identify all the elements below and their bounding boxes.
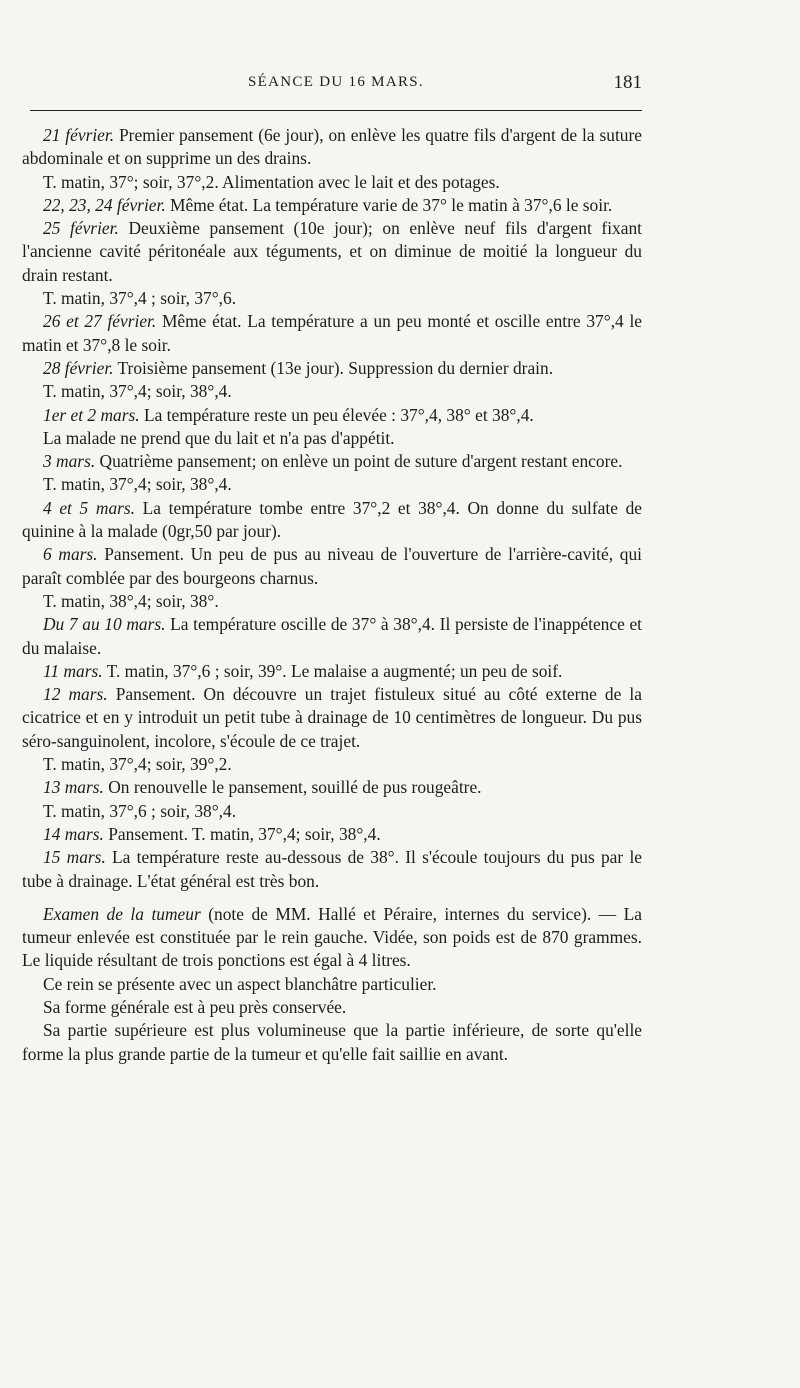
paragraph-text: (note de MM. Hallé et Péraire, internes du service). — La tumeur enlevée est constituée par le rein gauche. Vidée, son poids est de 870 grammes. Le liquide résultant de trois ponctions est égal à 4 litres.	[22, 903, 642, 971]
paragraph	[22, 753, 642, 776]
paragraph	[22, 310, 642, 357]
paragraph-text: On renouvelle le pansement, souillé de pus rougeâtre.	[103, 777, 482, 798]
paragraph-text: Même état. La température varie de 37° le matin à 37°,6 le soir.	[165, 194, 613, 215]
paragraph	[22, 450, 642, 473]
paragraph-lead: 12 mars.	[43, 684, 108, 705]
paragraph-text: La malade ne prend que du lait et n'a pas d'appétit.	[43, 427, 395, 448]
paragraph-text: La température tombe entre 37°,2 et 38°,4. On donne du sulfate de quinine à la malade (0gr,50 par jour).	[22, 497, 642, 542]
paragraph-lead: 25 février.	[43, 218, 119, 239]
paragraph-lead: 22, 23, 24 février.	[43, 194, 166, 215]
paragraph	[22, 660, 642, 683]
paragraph-text: Ce rein se présente avec un aspect blanchâtre particulier.	[43, 973, 437, 994]
paragraph	[22, 171, 642, 194]
paragraph-text: La température reste un peu élevée : 37°,4, 38° et 38°,4.	[139, 404, 534, 425]
paragraph	[22, 194, 642, 217]
paragraph-text: Deuxième pansement (10e jour); on enlève neuf fils d'argent fixant l'ancienne cavité péritonéale aux téguments, et on diminue de moitié la longueur du drain restant.	[22, 218, 642, 285]
paragraph-lead: 28 février.	[43, 357, 114, 378]
paragraph-text: T. matin, 37°,4; soir, 38°,4.	[43, 474, 232, 495]
paragraph	[22, 357, 642, 380]
paragraph-lead: 14 mars.	[43, 823, 104, 844]
paragraph	[22, 543, 642, 590]
paragraph-lead: 11 mars.	[43, 660, 103, 681]
paragraph-lead: Examen de la tumeur	[43, 903, 201, 924]
paragraph	[22, 800, 642, 823]
paragraph	[22, 380, 642, 403]
paragraph-text: T. matin, 37°,6 ; soir, 38°,4.	[43, 800, 237, 821]
paragraph-lead: 1er et 2 mars.	[43, 404, 140, 425]
paragraph	[22, 903, 642, 973]
paragraph	[22, 473, 642, 496]
paragraph-text: Premier pansement (6e jour), on enlève les quatre fils d'argent de la suture abdominale et on supprime un des drains.	[22, 125, 642, 169]
paragraph-text: Pansement. On découvre un trajet fistuleux situé au côté externe de la cicatrice et en y introduit un petit tube à drainage de 10 centimètres de longueur. Du pus séro-sanguinolent, incolore, s'écoule de ce trajet.	[22, 684, 642, 751]
page-number: 181	[613, 72, 642, 93]
paragraph	[22, 973, 642, 996]
paragraph-lead: 26 et 27 février.	[43, 311, 157, 332]
paragraph-text: T. matin, 37°; soir, 37°,2. Alimentation avec le lait et des potages.	[43, 171, 500, 192]
paragraph	[22, 846, 642, 893]
paragraph-text: La température reste au-dessous de 38°. Il s'écoule toujours du pus par le tube à drainage. L'état général est très bon.	[22, 847, 642, 891]
paragraph-lead: 15 mars.	[43, 847, 106, 868]
paragraph-lead: 3 mars.	[43, 451, 96, 472]
paragraph-text: Pansement. Un peu de pus au niveau de l'ouverture de l'arrière-cavité, qui paraît comblée par des bourgeons charnus.	[22, 544, 643, 588]
paragraph-lead: 4 et 5 mars.	[43, 497, 136, 518]
paragraph	[22, 590, 642, 613]
paragraph-lead: 13 mars.	[43, 777, 104, 798]
document-body	[22, 124, 642, 1066]
paragraph	[22, 613, 642, 660]
paragraph-text: T. matin, 37°,6 ; soir, 39°. Le malaise a augmenté; un peu de soif.	[102, 660, 563, 681]
paragraph	[22, 404, 642, 427]
paragraph	[22, 287, 642, 310]
paragraph-text: T. matin, 37°,4; soir, 39°,2.	[43, 754, 232, 775]
paragraph-text: Même état. La température a un peu monté et oscille entre 37°,4 le matin et 37°,8 le soir.	[22, 311, 642, 355]
paragraph	[22, 1019, 642, 1066]
paragraph-text: La température oscille de 37° à 38°,4. Il persiste de l'inappétence et du malaise.	[22, 614, 642, 658]
paragraph	[22, 427, 642, 450]
paragraph-text: T. matin, 38°,4; soir, 38°.	[43, 590, 219, 611]
paragraph-lead: 6 mars.	[43, 544, 98, 565]
paragraph-text: T. matin, 37°,4; soir, 38°,4.	[43, 381, 232, 402]
paragraph-text: Quatrième pansement; on enlève un point de suture d'argent restant encore.	[95, 451, 623, 472]
paragraph-text: Sa partie supérieure est plus volumineuse que la partie inférieure, de sorte qu'elle forme la plus grande partie de la tumeur et qu'elle fait saillie en avant.	[22, 1020, 642, 1064]
paragraph-lead: 21 février.	[43, 125, 115, 145]
paragraph-text: Sa forme générale est à peu près conservée.	[43, 996, 347, 1017]
paragraph	[22, 776, 642, 799]
paragraph	[22, 124, 642, 171]
paragraph-text: T. matin, 37°,4 ; soir, 37°,6.	[43, 288, 237, 309]
paragraph	[22, 497, 642, 544]
paragraph	[22, 823, 642, 846]
running-title: SÉANCE DU 16 MARS.	[248, 74, 424, 90]
paragraph-text: Troisième pansement (13e jour). Suppression du dernier drain.	[113, 357, 554, 378]
page-header	[30, 74, 642, 100]
paragraph	[22, 996, 642, 1019]
header-rule	[30, 110, 642, 111]
paragraph-text: Pansement. T. matin, 37°,4; soir, 38°,4.	[103, 823, 381, 844]
paragraph-lead: Du 7 au 10 mars.	[43, 614, 166, 635]
paragraph	[22, 683, 642, 753]
paragraph	[22, 217, 642, 287]
